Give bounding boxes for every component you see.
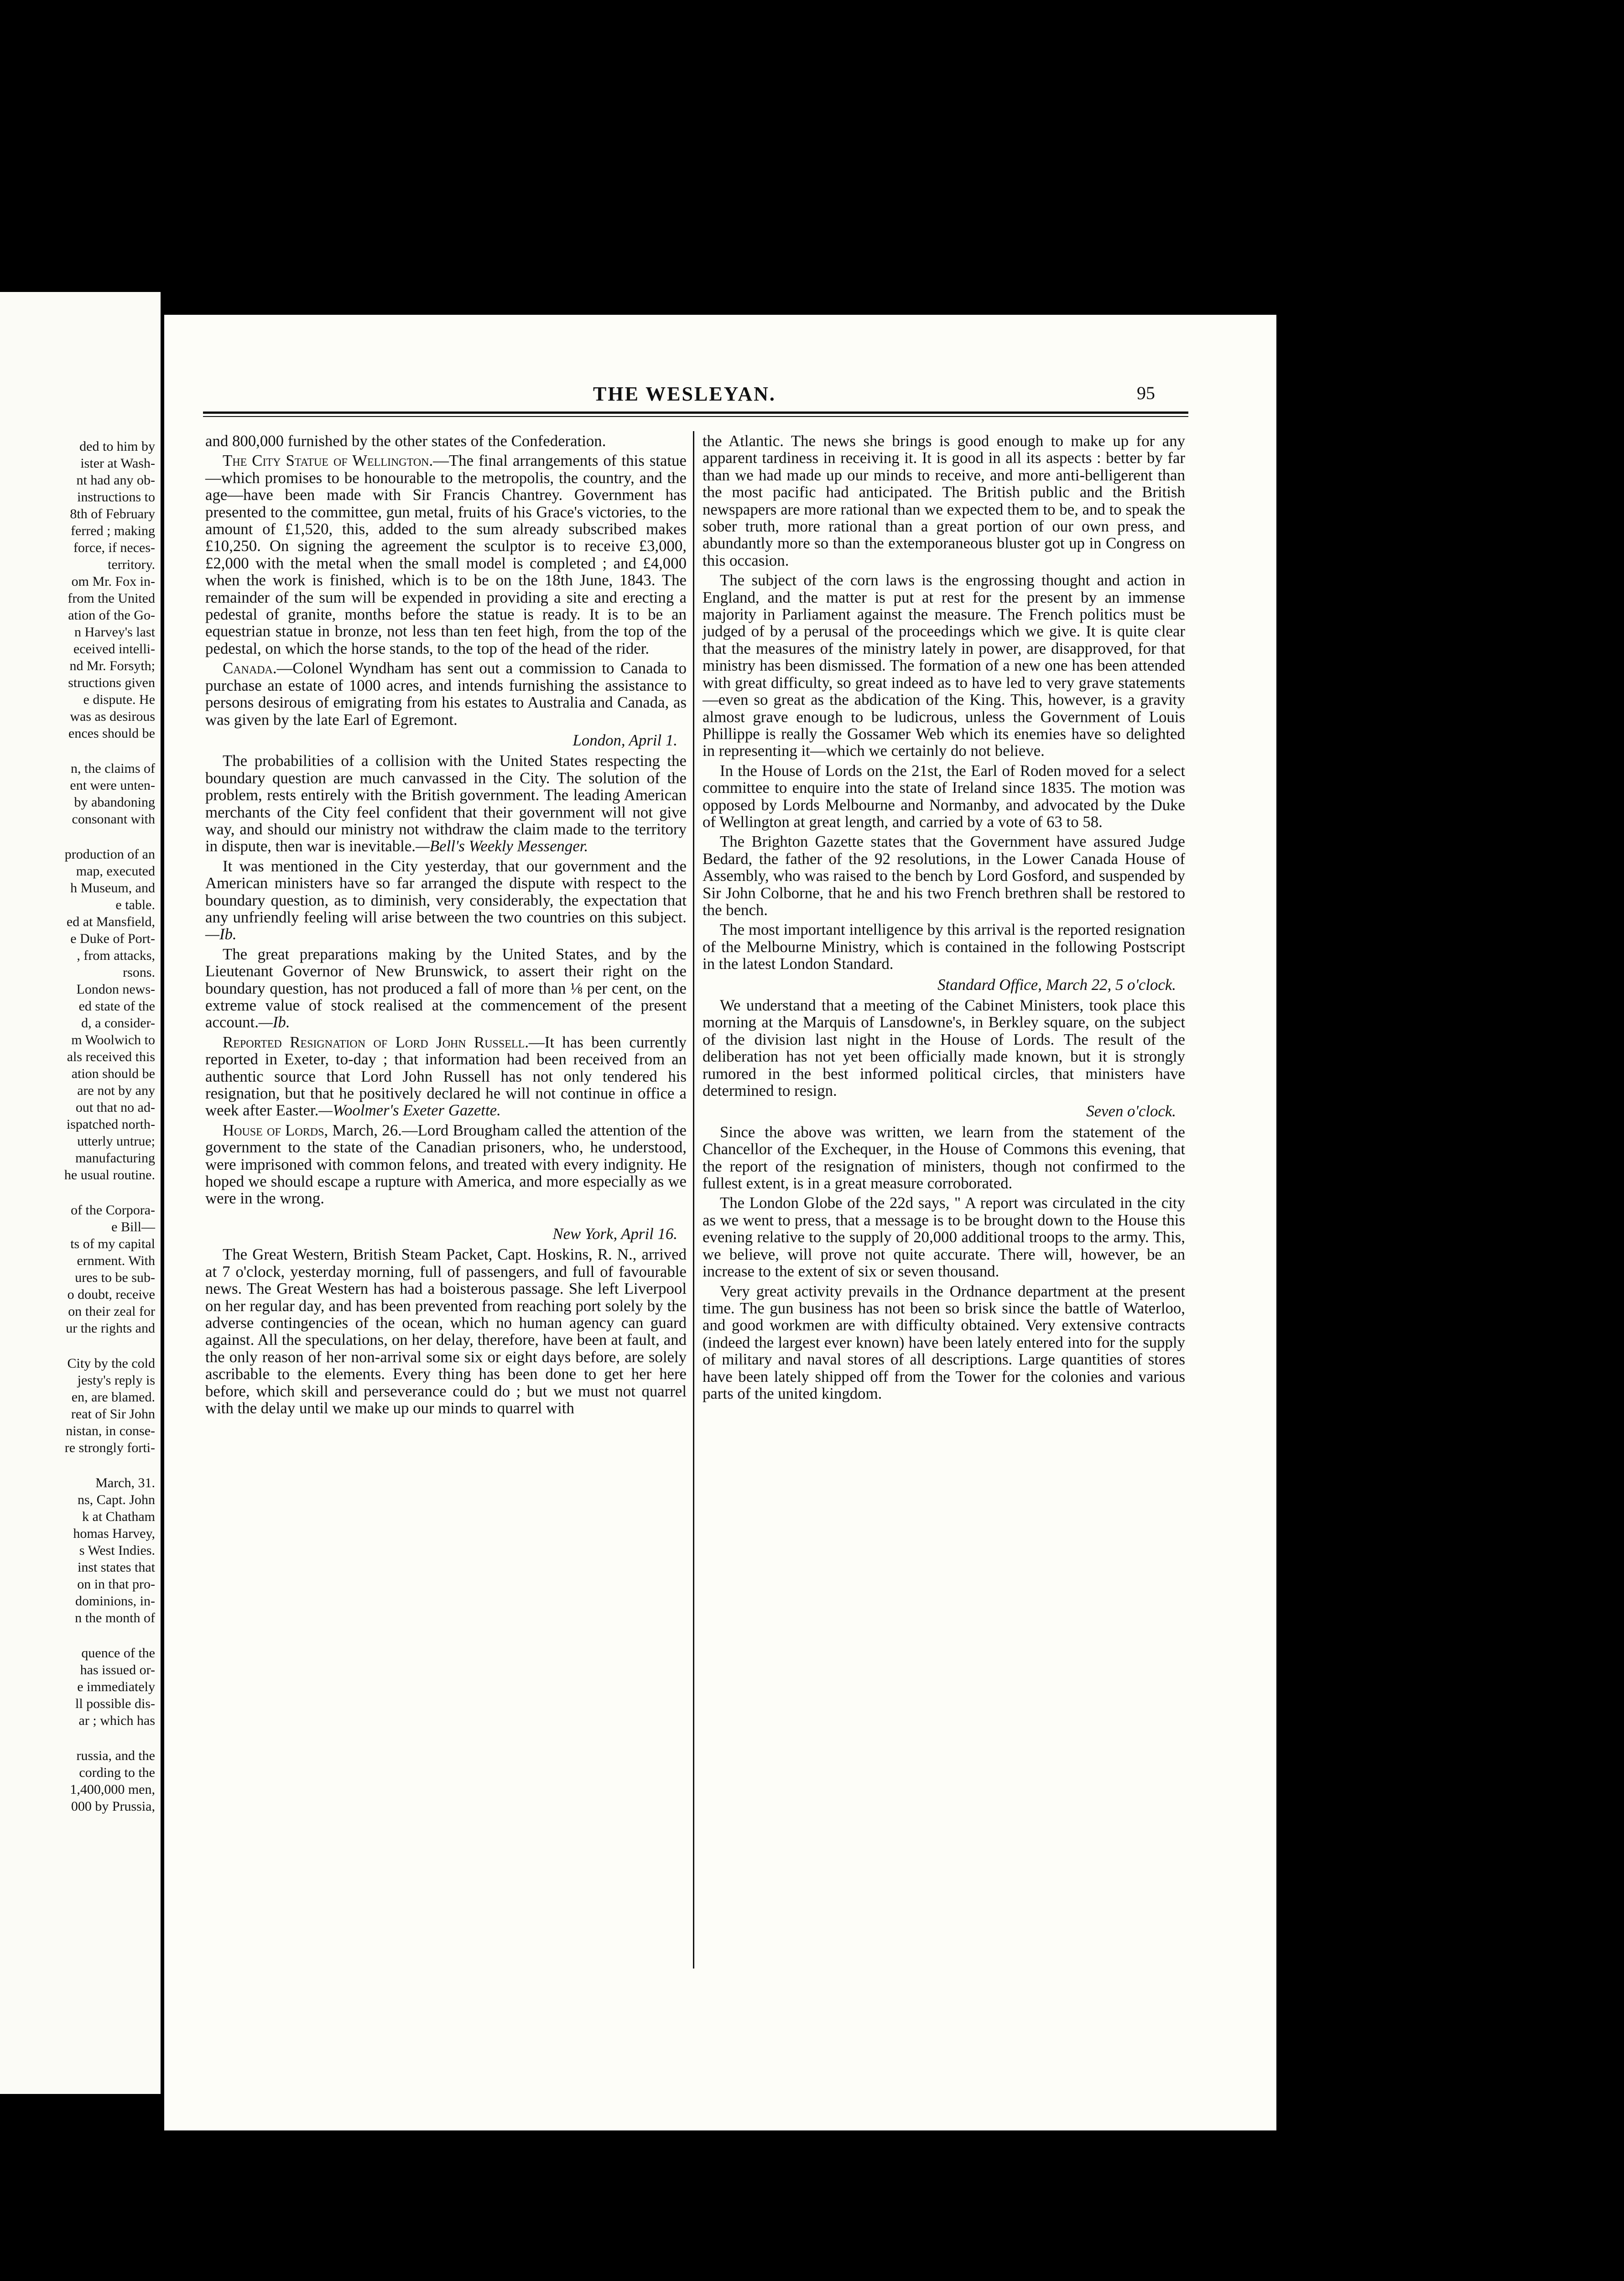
previous-page-line: ll possible dis- xyxy=(75,1696,155,1711)
header-rule-thin xyxy=(203,416,1188,417)
paragraph xyxy=(205,1122,687,1207)
previous-page-line: map, executed xyxy=(76,864,155,879)
paragraph-body: —The final arrangements of this statue—which promises to be honourable to the metropolis, the country, and the age—have been made with Sir Francis Chantrey. Government has presented to the committee, gun metal, fruits of his Grace's victories, to the amount of £1,520, this, added to the sum already subscribed makes £10,250. On signing the agreement the sculptor is to receive £3,000, £2,000 with the metal when the small model is completed ; and £4,000 when the work is finished, which is to be on the 18th June, 1843. The remainder of the sum will be expended in providing a site and erecting a pedestal of granite, months before the statue is ready. It is to be an equestrian statue in bronze, not less than ten feet high, from the top of the pedestal, on which the horse stands, to the top of the head of the rider. xyxy=(205,452,687,657)
paragraph-body: The probabilities of a collision with the United States respecting the boundary question are much canvassed in the City. The solution of the problem, rests entirely with the British government. The leading American merchants of the City feel confident that their government will not give way, and should our ministry not withdraw the claim made to the territory in dispute, then war is inevitable. xyxy=(205,752,687,855)
previous-page-line: m Woolwich to xyxy=(71,1032,155,1047)
paragraph: The Brighton Gazette states that the Government have assured Judge Bedard, the father of the 92 resolutions, in the Lower Canada House of Assembly, who was raised to the bench by Lord Gosford, and suspended by Sir John Colborne, that he and his two French brethren shall be restored to the bench. xyxy=(703,833,1185,919)
paragraph-heading: Reported Resignation of Lord John Russell. xyxy=(223,1033,529,1051)
previous-page-line: nd Mr. Forsyth; xyxy=(69,658,155,673)
previous-page-line: e dispute. He xyxy=(83,692,155,707)
previous-page-line: om Mr. Fox in- xyxy=(71,574,155,589)
paragraph: Very great activity prevails in the Ordnance department at the present time. The gun business has not been so brisk since the battle of Waterloo, and good workmen are with difficulty obtained. Very extensive contracts (indeed the largest ever known) have been lately entered into for the supply of military and naval stores of all descriptions. Large quantities of stores have been lately shipped off from the Tower for the colonies and various parts of the united kingdom. xyxy=(703,1282,1185,1402)
previous-page-line: structions given xyxy=(68,675,155,690)
previous-page-line: e Duke of Port- xyxy=(70,931,155,946)
previous-page-line: h Museum, and xyxy=(70,880,155,896)
page-number: 95 xyxy=(1137,383,1155,403)
paragraph: We understand that a meeting of the Cabinet Ministers, took place this morning at the Marquis of Lansdowne's, in Berkley square, on the subject of the division last night in the House of Lords. The result of the deliberation has not yet been officially made known, but it is strongly rumored in the best informed political circles, that ministers have determined to resign. xyxy=(703,996,1185,1100)
previous-page-line: by abandoning xyxy=(74,795,155,810)
right-column xyxy=(703,432,1185,1405)
previous-page-line: instructions to xyxy=(77,490,155,505)
previous-page-line: rsons. xyxy=(123,965,155,980)
previous-page-line: territory. xyxy=(108,557,155,572)
paragraph: The most important intelligence by this arrival is the reported resignation of the Melbourne Ministry, which is contained in the following Postscript in the latest London Standard. xyxy=(703,921,1185,973)
previous-page-line: ent were unten- xyxy=(70,778,155,793)
source-credit: —Bell's Weekly Messenger. xyxy=(415,837,588,855)
previous-page-line: ation of the Go- xyxy=(68,608,155,623)
dateline: Seven o'clock. xyxy=(1086,1102,1176,1120)
previous-page-line: quence of the xyxy=(81,1646,155,1661)
paragraph-body: —Colonel Wyndham has sent out a commission to Canada to purchase an estate of 1000 acres, and intends furnishing the assistance to persons desirous of emigrating from his estates to Australia and Canada, as was given by the late Earl of Egremont. xyxy=(205,659,687,729)
previous-page-line: dominions, in- xyxy=(75,1594,155,1609)
previous-page-line: reat of Sir John xyxy=(71,1406,155,1422)
source-credit: —Ib. xyxy=(258,1013,290,1031)
previous-page-line: 000 by Prussia, xyxy=(71,1799,155,1814)
previous-page-line: production of an xyxy=(64,847,155,862)
page-header-title: THE WESLEYAN. xyxy=(593,383,776,405)
previous-page-line: k at Chatham xyxy=(82,1509,155,1524)
previous-page-line: 8th of February xyxy=(70,506,155,521)
previous-page-line: 1,400,000 men, xyxy=(70,1782,155,1797)
previous-page-line: jesty's reply is xyxy=(77,1373,155,1388)
paragraph-body: The great preparations making by the United States, and by the Lieutenant Governor of New Brunswick, to assert their right on the boundary question, has not produced a fall of more than ⅛ per cent, on the extreme value of stock realised at the commencement of the present account. xyxy=(205,945,687,1031)
previous-page-line: ts of my capital xyxy=(70,1236,155,1251)
column-divider xyxy=(693,431,694,1969)
previous-page-line: City by the cold xyxy=(67,1356,155,1371)
previous-page-line: ation should be xyxy=(71,1066,155,1081)
previous-page-line: out that no ad- xyxy=(75,1100,155,1115)
previous-page-fragment xyxy=(0,292,161,2094)
dateline: London, April 1. xyxy=(573,731,677,749)
paragraph: The subject of the corn laws is the engrossing thought and action in England, and the matter is put at rest for the present by an immense majority in Parliament against the measure. The French politics must be judged of by a perusal of the proceedings which we give. It is quite clear that the measures of the ministry lately in power, are disapproved, for that ministry has been dismissed. The formation of a new one has been attended with great difficulty, so great indeed as to have led to very grave statements—even so great as the abdication of the King. This, however, is a gravity almost grave enough to be ludicrous, unless the Government of Louis Phillippe is really the Gossamer Web which its enemies have so delighted in representing it—which we certainly do not believe. xyxy=(703,571,1185,760)
previous-page-line: n, the claims of xyxy=(71,761,155,776)
source-credit: —Woolmer's Exeter Gazette. xyxy=(318,1101,501,1120)
previous-page-line: March, 31. xyxy=(95,1475,155,1490)
previous-page-line: ispatched north- xyxy=(66,1117,155,1132)
paragraph-heading: Canada. xyxy=(223,659,277,677)
previous-page-line: are not by any xyxy=(77,1083,155,1098)
previous-page-line: e Bill— xyxy=(111,1219,155,1234)
previous-page-line: nistan, in conse- xyxy=(66,1423,155,1438)
paragraph: Since the above was written, we learn from the statement of the Chancellor of the Exchequer, in the House of Commons this evening, that the report of the resignation of ministers, though not confirmed to the fullest extent, is in a great measure corroborated. xyxy=(703,1123,1185,1193)
paragraph xyxy=(205,660,687,728)
paragraph xyxy=(205,946,687,1031)
previous-page-line: e immediately xyxy=(77,1679,155,1694)
previous-page-line: on in that pro- xyxy=(77,1577,155,1592)
previous-page-line: d, a consider- xyxy=(81,1016,155,1031)
previous-page-line: re strongly forti- xyxy=(64,1440,155,1455)
previous-page-line: on their zeal for xyxy=(68,1304,155,1319)
paragraph-heading: House of Lords, xyxy=(223,1121,328,1139)
previous-page-line: cording to the xyxy=(79,1765,155,1780)
header-rule xyxy=(203,411,1188,414)
previous-page-line: homas Harvey, xyxy=(73,1526,155,1541)
previous-page-line: als received this xyxy=(67,1049,155,1064)
dateline: New York, April 16. xyxy=(552,1224,677,1243)
paragraph-body: It was mentioned in the City yesterday, that our government and the American ministers have so far arranged the dispute with respect to the boundary question, as to diminish, very considerably, the expectation that any unfriendly feeling will arise between the two countries on this subject. xyxy=(205,857,687,926)
previous-page-line: nt had any ob- xyxy=(76,473,155,488)
previous-page-line: manufacturing xyxy=(75,1151,155,1166)
previous-page-line: e table. xyxy=(115,897,155,912)
previous-page-line: ences should be xyxy=(68,726,155,741)
paragraph xyxy=(205,452,687,657)
paragraph-body: March, 26.—Lord Brougham called the attention of the government to the state of the Canadian prisoners, who, he understood, were imprisoned with common felons, and treated with every indignity. He hoped we should escape a rupture with America, and more especially as we were in the wrong. xyxy=(205,1121,687,1208)
previous-page-line: has issued or- xyxy=(80,1662,155,1677)
paragraph: In the House of Lords on the 21st, the Earl of Roden moved for a select committee to enquire into the state of Ireland since 1835. The motion was opposed by Lords Melbourne and Normanby, and advocated by the Duke of Wellington at great length, and carried by a vote of 63 to 58. xyxy=(703,761,1185,831)
previous-page-line: o doubt, receive xyxy=(67,1287,155,1302)
previous-page-line: London news- xyxy=(76,982,155,997)
previous-page-line: he usual routine. xyxy=(64,1167,155,1182)
previous-page-line: ister at Wash- xyxy=(80,456,155,471)
left-column xyxy=(205,432,687,1419)
paragraph: The London Globe of the 22d says, " A report was circulated in the city as we went to press, that a message is to be brought down to the House this evening relative to the supply of 20,000 additional troops to the army. This, we believe, will prove not quite accurate. There will, however, be an increase to the extent of six or seven thousand. xyxy=(703,1194,1185,1281)
previous-page-line: inst states that xyxy=(78,1560,155,1575)
previous-page-line: ed at Mansfield, xyxy=(66,914,155,929)
previous-page-line: ernment. With xyxy=(77,1253,155,1268)
previous-page-line: , from attacks, xyxy=(77,948,155,963)
previous-page-line: ures to be sub- xyxy=(75,1270,155,1285)
previous-page-line: n the month of xyxy=(75,1610,155,1625)
paragraph: the Atlantic. The news she brings is good enough to make up for any apparent tardiness in receiving it. It is good in all its aspects : better by far than we had made up our minds to receive, and more anti-belligerent than the most pacific had anticipated. The British public and the British newspapers are more rational than we expected them to be, and to speak the sober truth, more rational than a great portion of our own press, and abundantly more so than the extemporaneous bluster got up in Congress on this occasion. xyxy=(703,432,1185,569)
paragraph xyxy=(205,1034,687,1119)
previous-page-line: eceived intelli- xyxy=(73,641,155,656)
previous-page-line: ferred ; making xyxy=(71,523,155,538)
paragraph-heading: The City Statue of Wellington. xyxy=(223,452,433,470)
source-credit: —Ib. xyxy=(205,925,237,943)
paragraph xyxy=(205,752,687,854)
previous-page-line: ns, Capt. John xyxy=(77,1492,155,1507)
previous-page-line: ed state of the xyxy=(78,999,155,1014)
previous-page-line: consonant with xyxy=(72,812,155,827)
previous-page-line: ur the rights and xyxy=(66,1321,155,1336)
paragraph: The Great Western, British Steam Packet, Capt. Hoskins, R. N., arrived at 7 o'clock, yesterday morning, full of passengers, and full of favourable news. The Great Western has had a boisterous passage. She left Liverpool on her regular day, and has been prevented from reaching port solely by the adverse contingencies of the ocean, which no human agency can guard against. All the speculations, on her delay, therefore, have been at fault, and the only reason of her non-arrival some six or eight days before, are solely ascribable to the elements. Every thing has been done to get her here before, which skill and perseverance could do ; but we must not quarrel with the delay until we make up our minds to quarrel with xyxy=(205,1245,687,1417)
previous-page-line: utterly untrue; xyxy=(77,1134,155,1149)
paragraph: and 800,000 furnished by the other states of the Confederation. xyxy=(205,432,606,450)
previous-page-line: russia, and the xyxy=(76,1748,155,1763)
previous-page-line: from the United xyxy=(68,591,155,606)
previous-page-line: s West Indies. xyxy=(79,1543,155,1558)
previous-page-line: force, if neces- xyxy=(73,540,155,555)
previous-page-line: of the Corpora- xyxy=(71,1203,155,1218)
previous-page-line: ar ; which has xyxy=(78,1713,155,1728)
previous-page-line: was as desirous xyxy=(70,709,155,724)
previous-page-line: n Harvey's last xyxy=(74,625,155,640)
paragraph-body: —It has been currently reported in Exeter, to-day ; that information had been received from an authentic source that Lord John Russell has not only tendered his resignation, but that he positively declared he will not continue in office a week after Easter. xyxy=(205,1033,687,1120)
previous-page-line: en, are blamed. xyxy=(71,1390,155,1405)
paragraph xyxy=(205,858,687,943)
dateline: Standard Office, March 22, 5 o'clock. xyxy=(937,975,1176,994)
previous-page-line: ded to him by xyxy=(79,439,155,454)
